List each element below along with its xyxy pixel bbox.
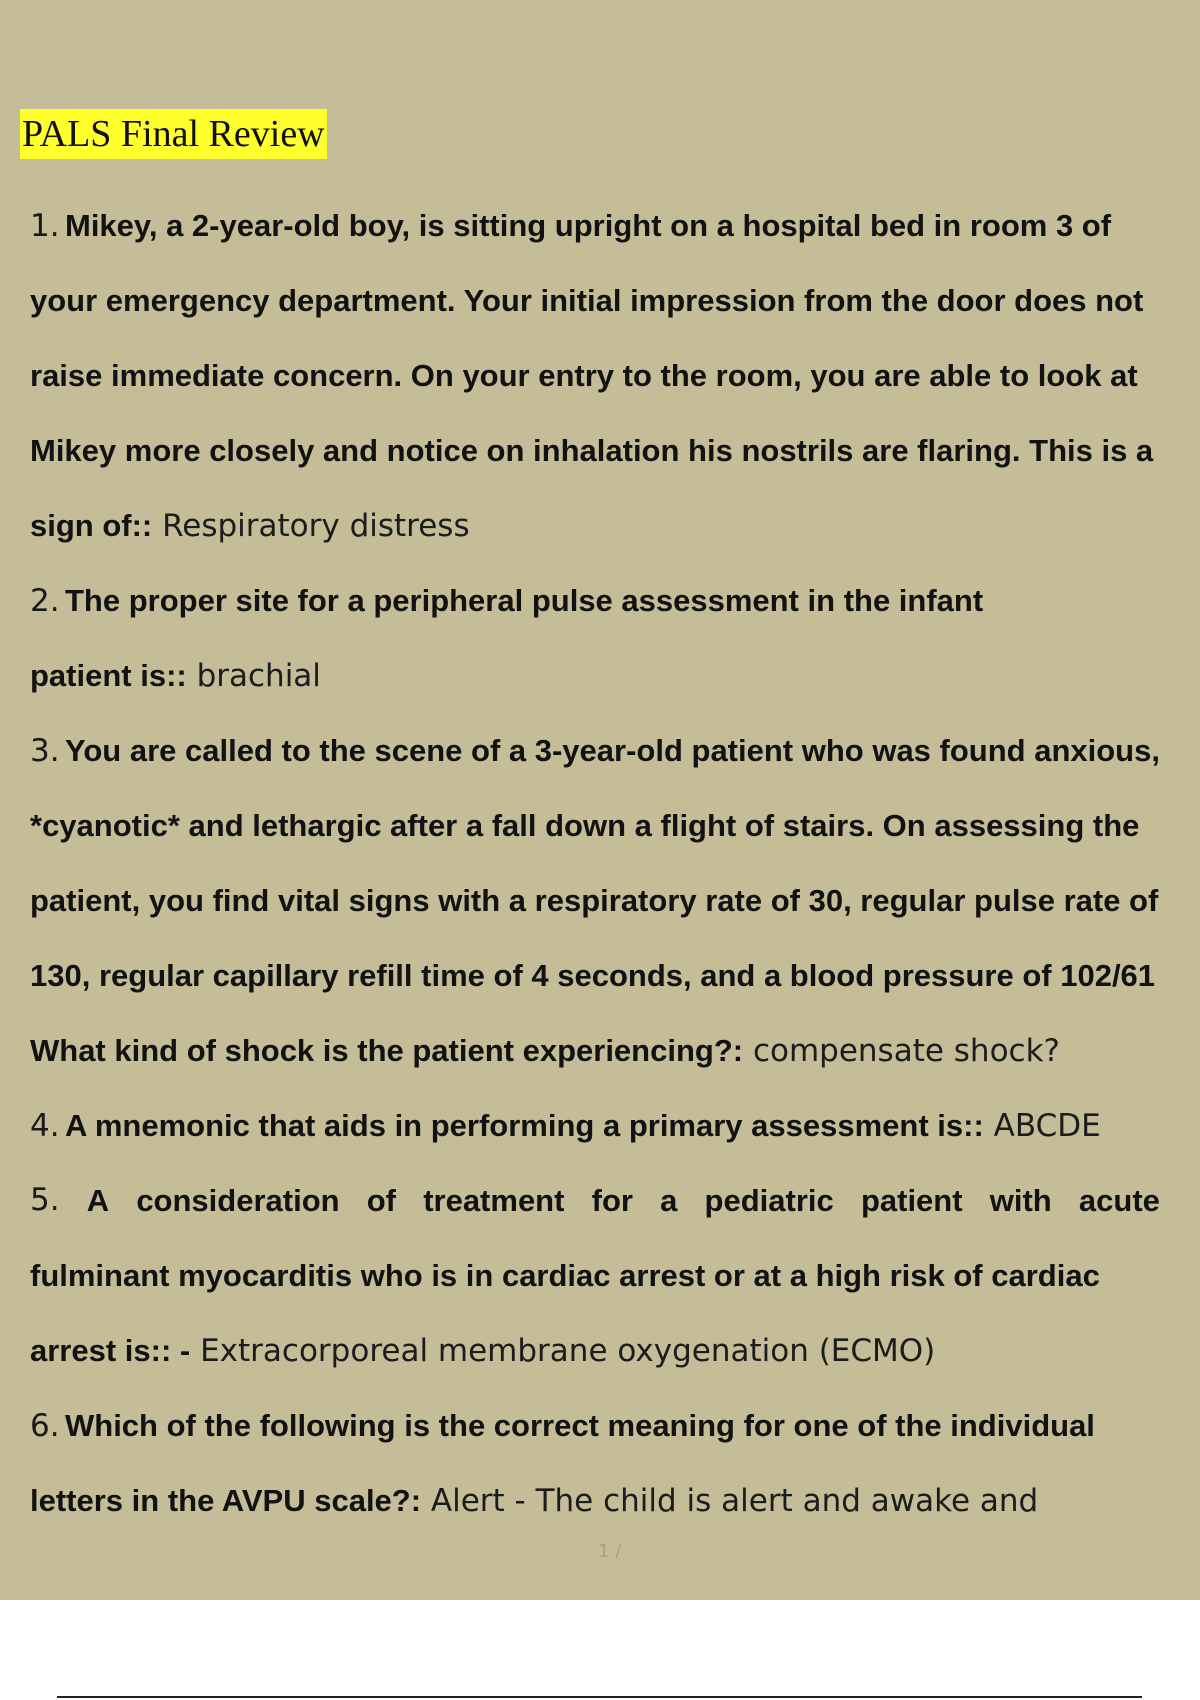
question-4-line-1	[30, 1088, 1200, 1163]
question-word: of	[366, 1183, 397, 1218]
question-3-line-1	[30, 713, 1200, 788]
answer-text: Alert - The child is alert and awake and	[421, 1483, 1039, 1519]
question-word: A	[86, 1183, 110, 1218]
question-list	[30, 188, 1200, 1538]
question-text: *cyanotic* and lethargic after a fall down a flight of stairs. On assessing the	[30, 808, 1140, 843]
question-3-line-4	[30, 938, 1200, 1013]
question-text: patient is::	[30, 658, 187, 693]
question-number: 5.	[30, 1182, 60, 1218]
question-word: pediatric	[704, 1183, 834, 1218]
question-number: 1.	[30, 208, 60, 244]
question-5-line-2	[30, 1238, 1200, 1313]
question-word: consideration	[136, 1183, 340, 1218]
question-1-line-3	[30, 338, 1200, 413]
question-text: your emergency department. Your initial impression from the door does not	[30, 283, 1144, 318]
question-text: letters in the AVPU scale?:	[30, 1483, 422, 1518]
question-text: Mikey, a 2-year-old boy, is sitting upright on a hospital bed in room 3 of	[65, 208, 1112, 243]
question-word: acute	[1078, 1183, 1160, 1218]
question-3-line-2	[30, 788, 1200, 863]
question-6-line-2	[30, 1463, 1200, 1538]
document-title: PALS Final Review	[20, 109, 327, 159]
question-text: A mnemonic that aids in performing a primary assessment is::	[65, 1108, 984, 1143]
answer-text: compensate shock?	[743, 1033, 1060, 1069]
question-3-line-3	[30, 863, 1200, 938]
answer-text: Respiratory distress	[152, 508, 470, 544]
question-number: 2.	[30, 583, 60, 619]
divider	[57, 1696, 1142, 1698]
question-2-line-1	[30, 563, 1200, 638]
answer-text: brachial	[186, 658, 321, 694]
question-word: treatment	[423, 1183, 565, 1218]
question-word: patient	[860, 1183, 963, 1218]
question-text: The proper site for a peripheral pulse assessment in the infant	[65, 583, 984, 618]
question-6-line-1	[30, 1388, 1200, 1463]
question-text: fulminant myocarditis who is in cardiac arrest or at a high risk of cardiac	[30, 1258, 1100, 1293]
question-number: 3.	[30, 733, 60, 769]
question-number: 6.	[30, 1408, 60, 1444]
question-word: with	[989, 1183, 1052, 1218]
question-text: Which of the following is the correct meaning for one of the individual	[65, 1408, 1095, 1443]
question-text: raise immediate concern. On your entry to the room, you are able to look at	[30, 358, 1138, 393]
question-1-line-2	[30, 263, 1200, 338]
question-text: What kind of shock is the patient experiencing?:	[30, 1033, 744, 1068]
question-text: You are called to the scene of a 3-year-old patient who was found anxious,	[65, 733, 1160, 768]
question-5-line-3	[30, 1313, 1200, 1388]
question-word: a	[660, 1183, 678, 1218]
question-number: 4.	[30, 1108, 60, 1144]
answer-text: Extracorporeal membrane oxygenation (ECMO)	[190, 1333, 936, 1369]
question-5-line-1	[30, 1163, 1160, 1238]
question-text: Mikey more closely and notice on inhalation his nostrils are flaring. This is a	[30, 433, 1154, 468]
question-1-line-4	[30, 413, 1200, 488]
question-text: 130, regular capillary refill time of 4 seconds, and a blood pressure of 102/61	[30, 958, 1156, 993]
question-2-line-2	[30, 638, 1200, 713]
answer-text: ABCDE	[983, 1108, 1101, 1144]
question-text: patient, you find vital signs with a respiratory rate of 30, regular pulse rate of	[30, 883, 1159, 918]
question-1-line-5	[30, 488, 1200, 563]
question-text: arrest is:: -	[30, 1333, 191, 1368]
question-word: for	[591, 1183, 633, 1218]
question-text: sign of::	[30, 508, 153, 543]
question-3-line-5	[30, 1013, 1200, 1088]
page-number: 1 /	[598, 1541, 622, 1562]
question-1-line-1	[30, 188, 1200, 263]
